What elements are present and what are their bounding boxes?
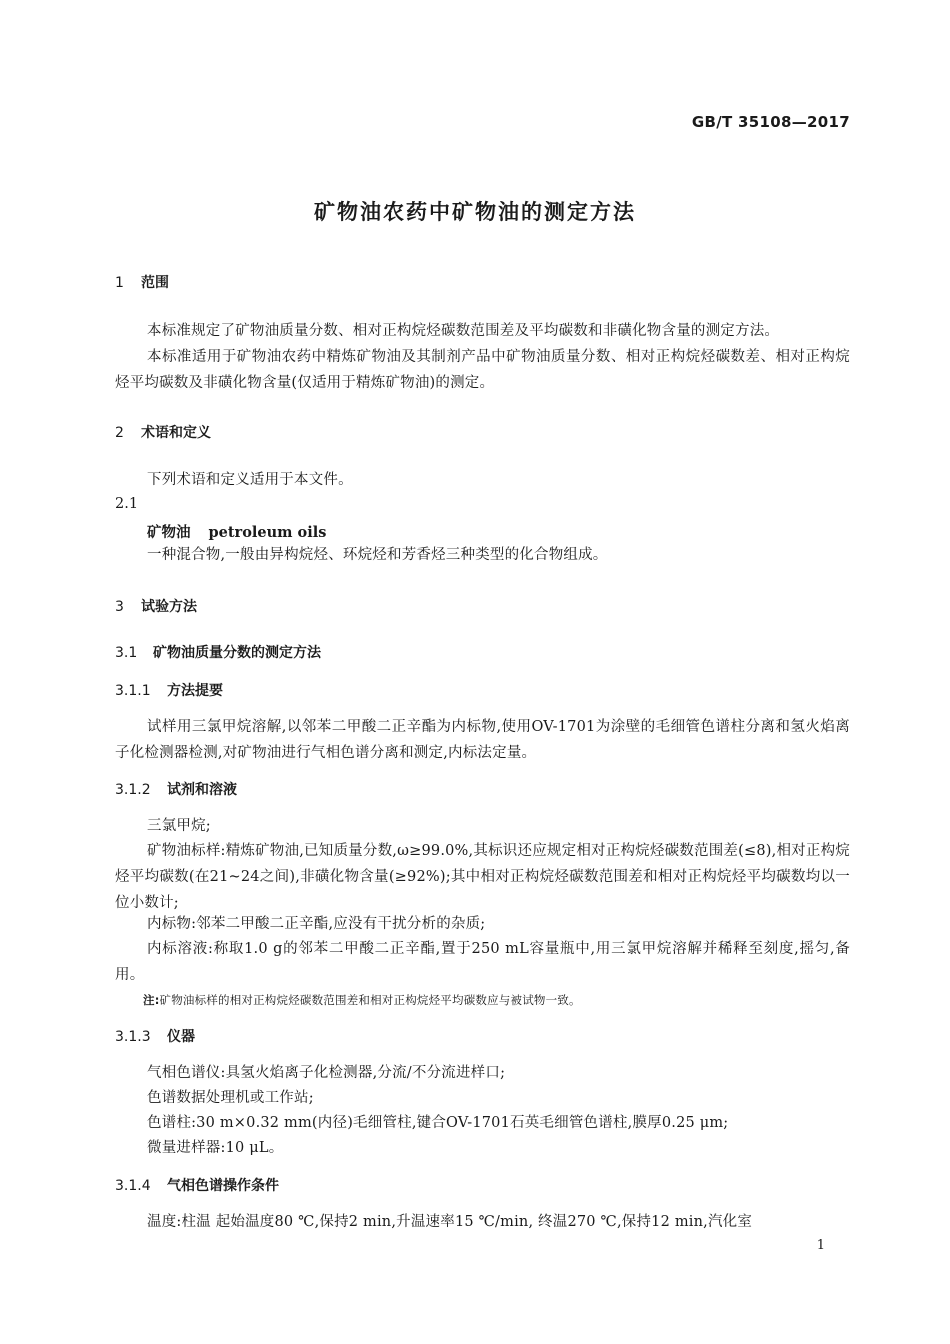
section-heading-3-1-2: [115, 779, 850, 799]
applicability-paragraph: 本标准适用于矿物油农药中精炼矿物油及其制剂产品中矿物油质量分数、相对正构烷烃碳数差、相对正构烷烃平均碳数及非磺化物含量(仅适用于精炼矿物油)的测定。: [115, 349, 850, 391]
reagent-item: 矿物油标样:精炼矿物油,已知质量分数,ω≥99.0%,其标识还应规定相对正构烷烃碳数范围差(≤8),相对正构烷烃平均碳数(在21~24之间),非磺化物含量(≥92%);其中相对正构烷烃碳数范围差和相对正构烷烃平均碳数均以一位小数计;: [115, 843, 850, 911]
section-title: 矿物油质量分数的测定方法: [153, 645, 321, 661]
section-number: 3.1.3: [115, 1029, 151, 1045]
reagent-item: 三氯甲烷;: [147, 818, 211, 834]
reagent-note: [143, 992, 850, 1008]
document-title: 矿物油农药中矿物油的测定方法: [314, 200, 636, 224]
apparatus-item: 色谱数据处理机或工作站;: [147, 1090, 314, 1106]
clause-number-2-1: 2.1: [115, 496, 139, 512]
section-heading-3: [115, 596, 850, 616]
section-number: 3: [115, 599, 124, 615]
term-english: petroleum oils: [208, 524, 327, 541]
standard-code: GB/T 35108—2017: [691, 113, 850, 131]
section-number: 3.1.4: [115, 1178, 151, 1194]
section-heading-3-1-3: [115, 1026, 850, 1046]
section-title: 仪器: [167, 1029, 195, 1045]
scope-paragraph: 本标准规定了矿物油质量分数、相对正构烷烃碳数范围差及平均碳数和非磺化物含量的测定方法。: [147, 323, 780, 339]
apparatus-item: 微量进样器:10 μL。: [147, 1140, 284, 1156]
term-definition: 一种混合物,一般由异构烷烃、环烷烃和芳香烃三种类型的化合物组成。: [147, 547, 608, 563]
section-number: 3.1: [115, 645, 138, 661]
term-entry: [147, 521, 882, 542]
note-label: 注:: [143, 993, 160, 1007]
section-title: 范围: [141, 275, 169, 291]
section-number: 1: [115, 275, 124, 291]
section-heading-2: [115, 422, 850, 442]
section-heading-3-1-1: [115, 680, 850, 700]
section-number: 3.1.2: [115, 782, 151, 798]
page-number: 1: [816, 1238, 825, 1253]
section-title: 试验方法: [141, 599, 197, 615]
section-heading-3-1: [115, 642, 850, 662]
section-heading-1: [115, 272, 850, 292]
apparatus-item: 气相色谱仪:具氢火焰离子化检测器,分流/不分流进样口;: [147, 1065, 506, 1081]
reagent-item: 内标溶液:称取1.0 g的邻苯二甲酸二正辛酯,置于250 mL容量瓶中,用三氯甲烷溶解并稀释至刻度,摇匀,备用。: [115, 941, 850, 983]
reagent-item: 内标物:邻苯二甲酸二正辛酯,应没有干扰分析的杂质;: [147, 916, 486, 932]
apparatus-item: 色谱柱:30 m×0.32 mm(内径)毛细管柱,键合OV-1701石英毛细管色谱柱,膜厚0.25 μm;: [147, 1115, 729, 1131]
method-summary-paragraph: 试样用三氯甲烷溶解,以邻苯二甲酸二正辛酯为内标物,使用OV-1701为涂壁的毛细管色谱柱分离和氢火焰离子化检测器检测,对矿物油进行气相色谱分离和测定,内标法定量。: [115, 719, 850, 761]
section-heading-3-1-4: [115, 1175, 850, 1195]
section-title: 方法提要: [167, 683, 223, 699]
section-number: 2: [115, 425, 124, 441]
gc-conditions-paragraph: 温度:柱温 起始温度80 ℃,保持2 min,升温速率15 ℃/min, 终温270 ℃,保持12 min,汽化室: [147, 1214, 753, 1230]
terms-intro: 下列术语和定义适用于本文件。: [147, 472, 353, 488]
section-title: 气相色谱操作条件: [167, 1178, 279, 1194]
note-text: 矿物油标样的相对正构烷烃碳数范围差和相对正构烷烃平均碳数应与被试物一致。: [159, 993, 581, 1007]
section-title: 试剂和溶液: [167, 782, 237, 798]
section-title: 术语和定义: [141, 425, 211, 441]
section-number: 3.1.1: [115, 683, 151, 699]
term-chinese: 矿物油: [147, 525, 191, 541]
